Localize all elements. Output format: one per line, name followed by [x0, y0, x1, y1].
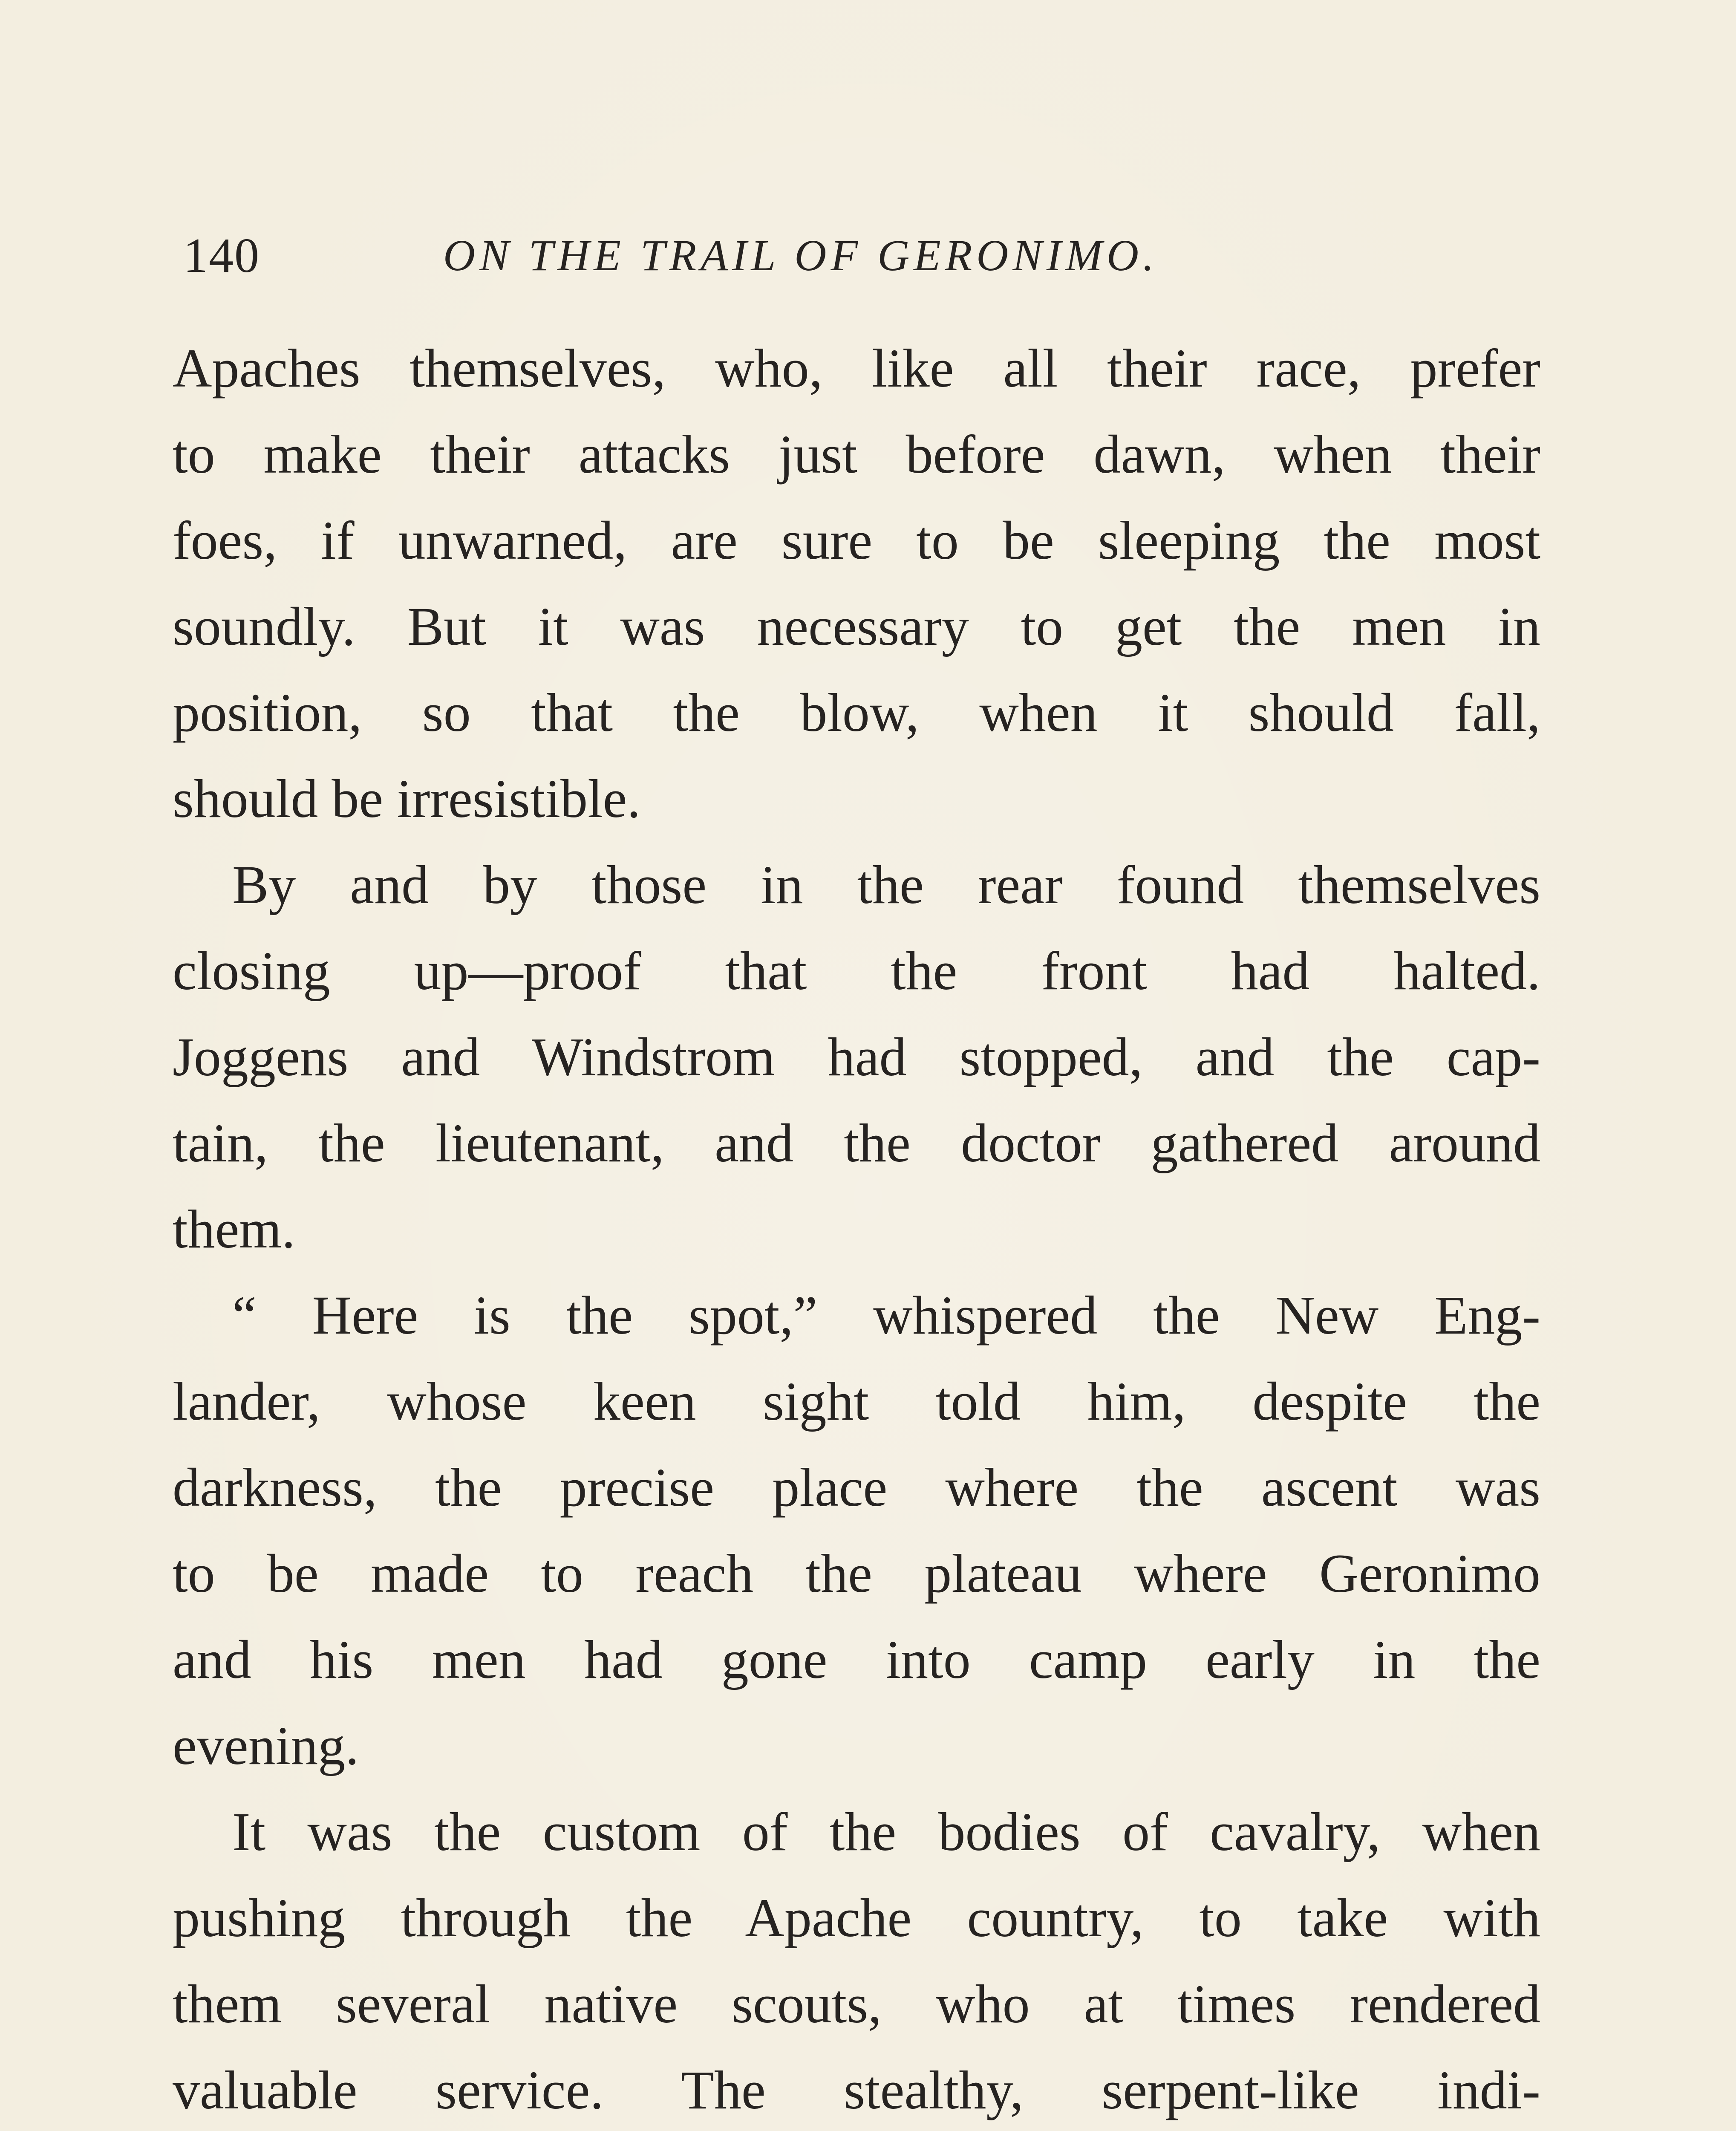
body-text — [173, 325, 1540, 2131]
page-header — [170, 222, 1321, 290]
text-line: It was the custom of the bodies of cavalry, when — [232, 1802, 1540, 1862]
running-head: ON THE TRAIL OF GERONIMO. — [443, 231, 1159, 280]
text-line: Joggens and Windstrom had stopped, and the cap- — [173, 1027, 1540, 1087]
text-line: closing up—proof that the front had halted. — [173, 941, 1540, 1001]
paragraph-2 — [173, 842, 1540, 1272]
paragraph-4 — [173, 1789, 1540, 2131]
text-line: to make their attacks just before dawn, when their — [173, 424, 1540, 485]
paragraph-3 — [173, 1272, 1540, 1789]
text-line: soundly. But it was necessary to get the men in — [173, 596, 1540, 657]
text-line: position, so that the blow, when it should fall, — [173, 682, 1540, 743]
text-line: lander, whose keen sight told him, despite the — [173, 1371, 1540, 1432]
text-line: pushing through the Apache country, to take with — [173, 1888, 1540, 1948]
text-line: to be made to reach the plateau where Geronimo — [173, 1543, 1540, 1604]
text-line: foes, if unwarned, are sure to be sleeping the most — [173, 510, 1540, 571]
text-line: evening. — [173, 1715, 359, 1776]
text-line: tain, the lieutenant, and the doctor gathered around — [173, 1113, 1540, 1173]
text-line: darkness, the precise place where the ascent was — [173, 1457, 1540, 1518]
paragraph-1 — [173, 325, 1540, 842]
text-line: and his men had gone into camp early in the — [173, 1629, 1540, 1690]
text-line: should be irresistible. — [173, 768, 641, 829]
text-line: By and by those in the rear found themselves — [232, 855, 1540, 915]
text-line: Apaches themselves, who, like all their race, prefer — [173, 338, 1540, 398]
text-line: “ Here is the spot,” whispered the New Eng- — [232, 1285, 1540, 1346]
page-number: 140 — [183, 228, 260, 283]
text-line: them. — [173, 1199, 295, 1259]
text-line: valuable service. The stealthy, serpent-like indi- — [173, 2060, 1540, 2120]
text-line: them several native scouts, who at times rendered — [173, 1974, 1540, 2034]
